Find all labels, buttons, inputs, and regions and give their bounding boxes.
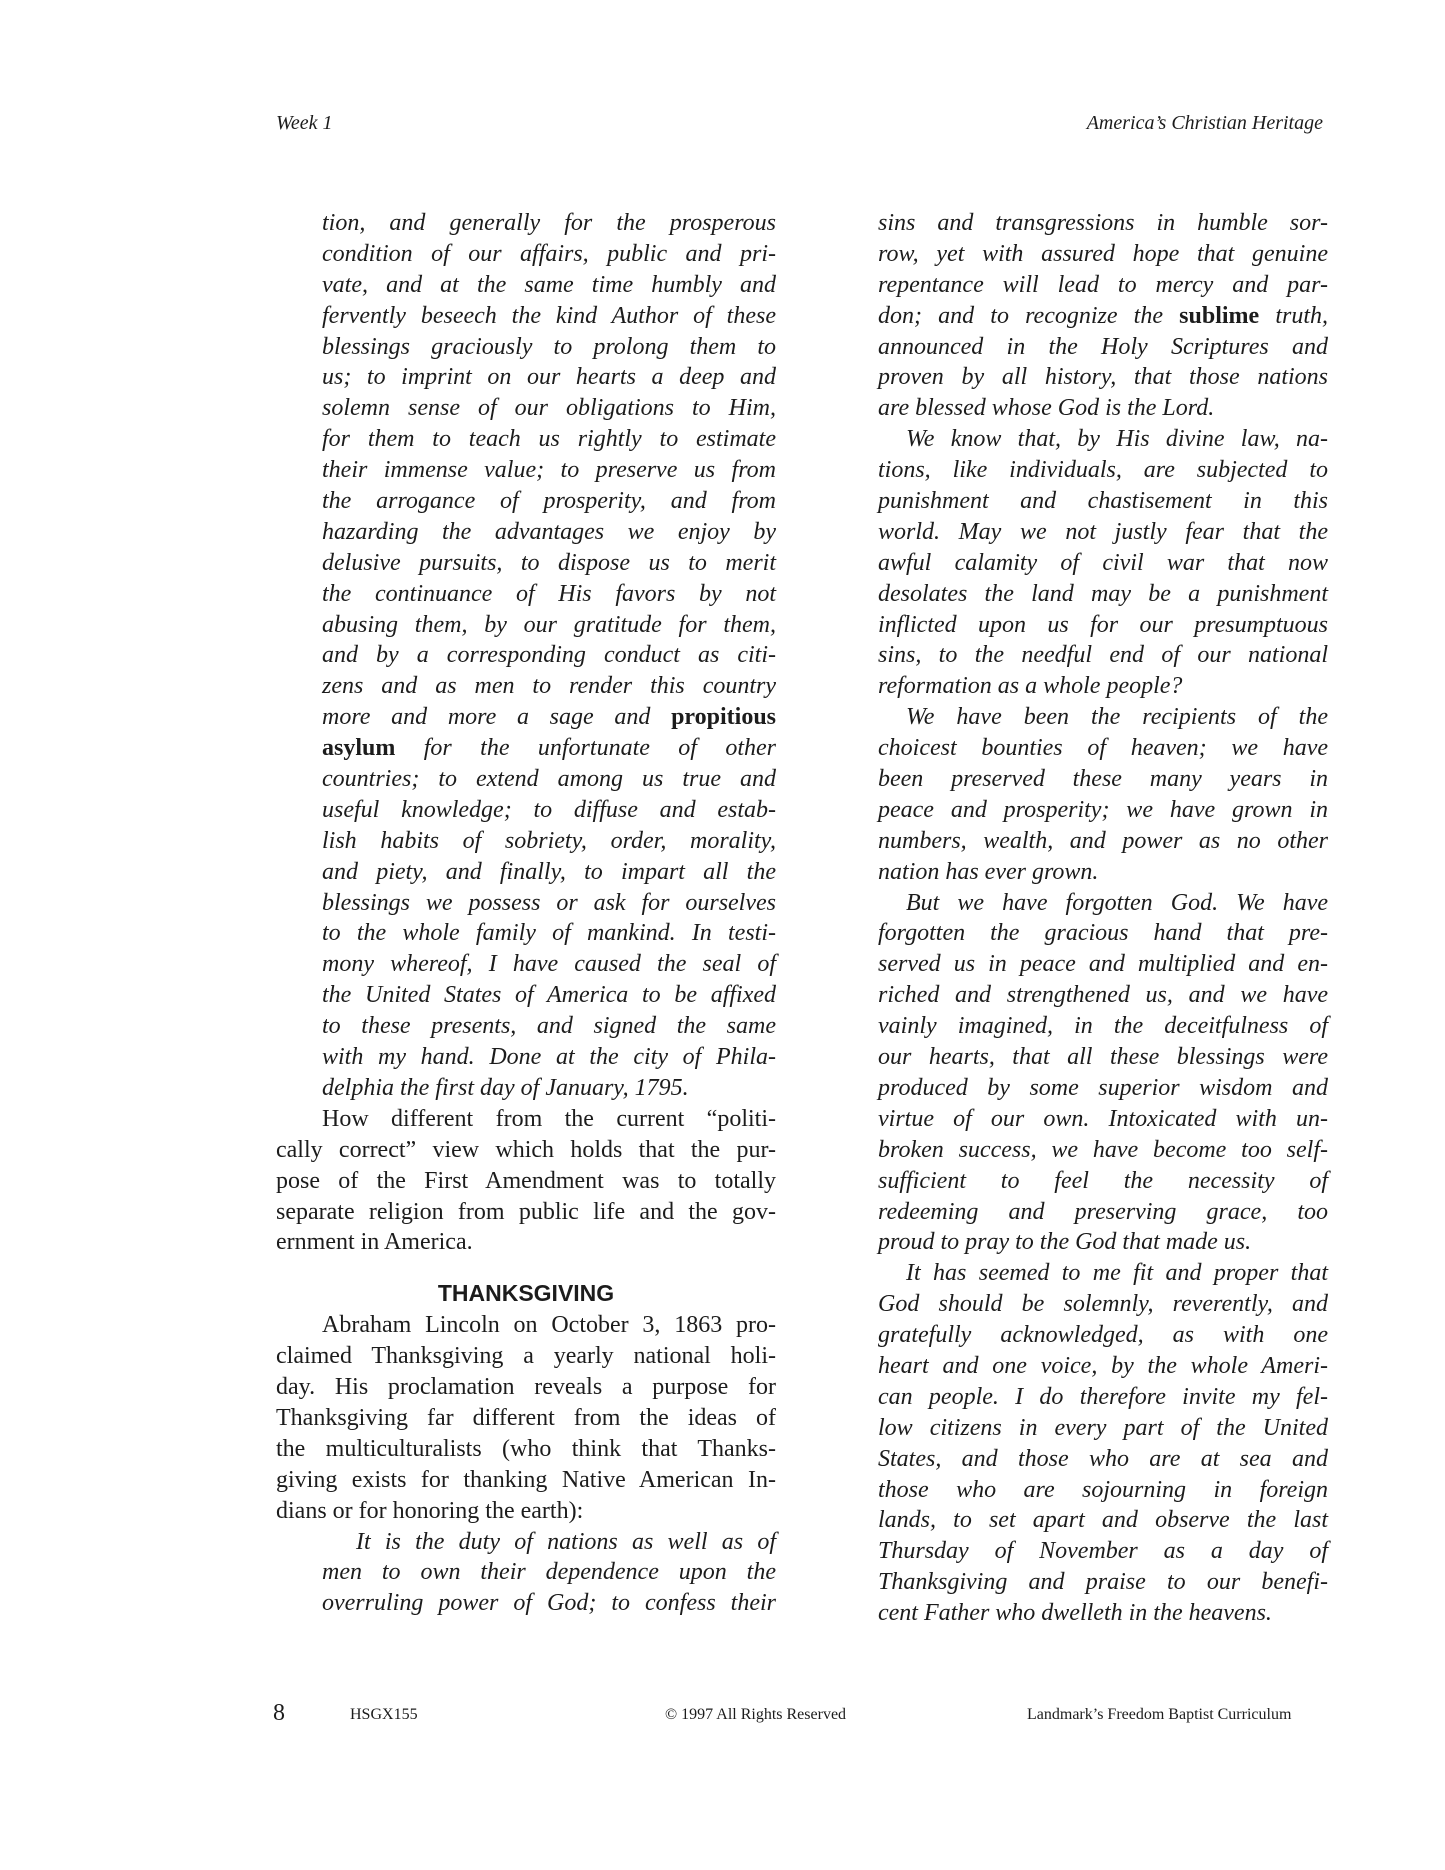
washington-proclamation-quote	[276, 208, 776, 1104]
text-line: the multiculturalists (who think that Thanks-	[276, 1435, 776, 1462]
text-line: countries; to extend among us true and	[322, 766, 776, 793]
right-column	[878, 208, 1328, 1629]
proclamation-paragraph-4	[878, 888, 1328, 1259]
text-line: the United States of America to be affixed	[322, 982, 776, 1009]
text-line: world. May we not justly fear that the	[878, 518, 1328, 545]
page-number: 8	[273, 1700, 285, 1726]
text-line: mony whereof, I have caused the seal of	[322, 951, 776, 978]
text-line: fervently beseech the kind Author of these	[322, 302, 776, 329]
text-line-with-bold: asylum for the unfortunate of other	[322, 735, 777, 762]
text-line: served us in peace and multiplied and en-	[878, 951, 1328, 978]
text-line: the arrogance of prosperity, and from	[322, 488, 776, 515]
text-line: sufficient to feel the necessity of	[878, 1167, 1328, 1194]
text-line: condition of our affairs, public and pri-	[322, 240, 776, 267]
section-heading-thanksgiving: THANKSGIVING	[437, 1280, 615, 1307]
text-line: their immense value; to preserve us from	[322, 457, 776, 484]
text-line: We have been the recipients of the	[906, 704, 1328, 731]
text-line: Thursday of November as a day of	[878, 1538, 1328, 1565]
text-line: sins, to the needful end of our national	[878, 642, 1328, 669]
text-line: can people. I do therefore invite my fel-	[878, 1383, 1328, 1410]
thanksgiving-intro-paragraph	[276, 1310, 776, 1526]
text-line: with my hand. Done at the city of Phila-	[322, 1044, 776, 1071]
text-line: punishment and chastisement in this	[878, 488, 1328, 515]
text-line: How different from the current “politi-	[322, 1105, 776, 1132]
text-line: repentance will lead to mercy and par-	[878, 271, 1328, 298]
text-line: us; to imprint on our hearts a deep and	[322, 364, 776, 391]
text-line: overruling power of God; to confess their	[322, 1590, 776, 1617]
text-line: and piety, and finally, to impart all the	[322, 858, 776, 885]
text-line: announced in the Holy Scriptures and	[878, 333, 1328, 360]
text-line: Abraham Lincoln on October 3, 1863 pro-	[322, 1312, 776, 1339]
text-line: inflicted upon us for our presumptuous	[878, 611, 1328, 638]
copyright-notice: © 1997 All Rights Reserved	[665, 1706, 847, 1723]
text-line: blessings graciously to prolong them to	[322, 333, 776, 360]
text-line: cally correct” view which holds that the pur-	[276, 1136, 776, 1163]
text-line: been preserved these many years in	[878, 766, 1328, 793]
text-line: men to own their dependence upon the	[322, 1559, 776, 1586]
proclamation-paragraph-1	[878, 208, 1328, 424]
text-line: lish habits of sobriety, order, morality,	[322, 827, 776, 854]
lincoln-proclamation-quote	[276, 1527, 776, 1620]
commentary-paragraph	[276, 1104, 776, 1258]
product-code: HSGX155	[350, 1706, 418, 1723]
text-line: zens and as men to render this country	[322, 673, 776, 700]
text-line: awful calamity of civil war that now	[878, 549, 1328, 576]
bold-term-sublime: sublime	[1179, 302, 1260, 329]
text-line: solemn sense of our obligations to Him,	[322, 395, 776, 422]
text-line: peace and prosperity; we have grown in	[878, 796, 1328, 823]
proclamation-paragraph-5	[878, 1258, 1328, 1629]
text-line: reformation as a whole people?	[878, 673, 1183, 700]
text-line: for them to teach us rightly to estimate	[322, 426, 776, 453]
proclamation-paragraph-2	[878, 424, 1328, 702]
text-line: are blessed whose God is the Lord.	[878, 395, 1215, 422]
text-line: to these presents, and signed the same	[322, 1013, 776, 1040]
text-line: our hearts, that all these blessings were	[878, 1044, 1328, 1071]
text-line: Thanksgiving and praise to our benefi-	[878, 1569, 1328, 1596]
text-line: day. His proclamation reveals a purpose for	[276, 1374, 776, 1401]
proclamation-paragraph-3	[878, 702, 1328, 887]
text-line: vate, and at the same time humbly and	[322, 271, 776, 298]
text-line: tions, like individuals, are subjected to	[878, 457, 1328, 484]
text-line: redeeming and preserving grace, too	[878, 1198, 1328, 1225]
text-line: God should be solemnly, reverently, and	[878, 1291, 1328, 1318]
text-line: choicest bounties of heaven; we have	[878, 735, 1328, 762]
text-line: separate religion from public life and the gov-	[276, 1198, 776, 1225]
text-line: We know that, by His divine law, na-	[906, 426, 1328, 453]
bold-term-propitious: propitious	[671, 704, 777, 731]
text-line: claimed Thanksgiving a yearly national holi-	[276, 1343, 776, 1370]
left-column	[276, 208, 776, 1619]
text-line: gratefully acknowledged, as with one	[878, 1322, 1328, 1349]
running-header-title: America’s Christian Heritage	[1086, 112, 1323, 134]
text-line: Thanksgiving far different from the ideas of	[276, 1404, 776, 1431]
text-line: blessings we possess or ask for ourselves	[322, 889, 776, 916]
text-line: produced by some superior wisdom and	[878, 1074, 1328, 1101]
text-line: numbers, wealth, and power as no other	[878, 827, 1328, 854]
text-line: cent Father who dwelleth in the heavens.	[878, 1600, 1272, 1627]
text-line: proud to pray to the God that made us.	[878, 1229, 1252, 1256]
text-line: hazarding the advantages we enjoy by	[322, 518, 776, 545]
publisher-name: Landmark’s Freedom Baptist Curriculum	[1027, 1706, 1292, 1723]
text-line: It has seemed to me fit and proper that	[906, 1260, 1328, 1287]
text-line: broken success, we have become too self-	[878, 1136, 1328, 1163]
text-line: low citizens in every part of the United	[878, 1414, 1328, 1441]
text-line: those who are sojourning in foreign	[878, 1476, 1328, 1503]
text-line: sins and transgressions in humble sor-	[878, 210, 1328, 236]
text-line: virtue of our own. Intoxicated with un-	[878, 1105, 1328, 1132]
text-line: But we have forgotten God. We have	[906, 889, 1328, 916]
text-line: proven by all history, that those nations	[878, 364, 1328, 391]
text-line: abusing them, by our gratitude for them,	[322, 611, 776, 638]
text-line: riched and strengthened us, and we have	[878, 982, 1328, 1009]
text-line: row, yet with assured hope that genuine	[878, 240, 1328, 267]
bold-term-asylum: asylum	[322, 735, 396, 762]
text-line: ernment in America.	[276, 1229, 473, 1256]
text-line-with-bold: don; and to recognize the sublime truth,	[878, 302, 1329, 329]
text-line: to the whole family of mankind. In testi-	[322, 920, 776, 947]
text-line: giving exists for thanking Native American In-	[276, 1466, 776, 1493]
text-line: lands, to set apart and observe the last	[878, 1507, 1328, 1534]
text-line: nation has ever grown.	[878, 858, 1099, 885]
text-line: delusive pursuits, to dispose us to merit	[322, 549, 776, 576]
text-line: It is the duty of nations as well as of	[356, 1528, 776, 1555]
running-header-week: Week 1	[276, 112, 333, 134]
text-line: heart and one voice, by the whole Ameri-	[878, 1352, 1328, 1379]
text-line: tion, and generally for the prosperous	[322, 210, 776, 236]
text-line-with-bold: more and more a sage and propitious	[322, 704, 777, 731]
text-line: forgotten the gracious hand that pre-	[878, 920, 1328, 947]
text-line: pose of the First Amendment was to totally	[276, 1167, 776, 1194]
text-line: the continuance of His favors by not	[322, 580, 776, 607]
text-line: desolates the land may be a punishment	[878, 580, 1328, 607]
text-line: dians or for honoring the earth):	[276, 1497, 584, 1524]
text-line: useful knowledge; to diffuse and estab-	[322, 796, 776, 823]
text-line: vainly imagined, in the deceitfulness of	[878, 1013, 1328, 1040]
text-line: delphia the first day of January, 1795.	[322, 1074, 689, 1101]
text-line: States, and those who are at sea and	[878, 1445, 1328, 1472]
text-line: and by a corresponding conduct as citi-	[322, 642, 776, 669]
